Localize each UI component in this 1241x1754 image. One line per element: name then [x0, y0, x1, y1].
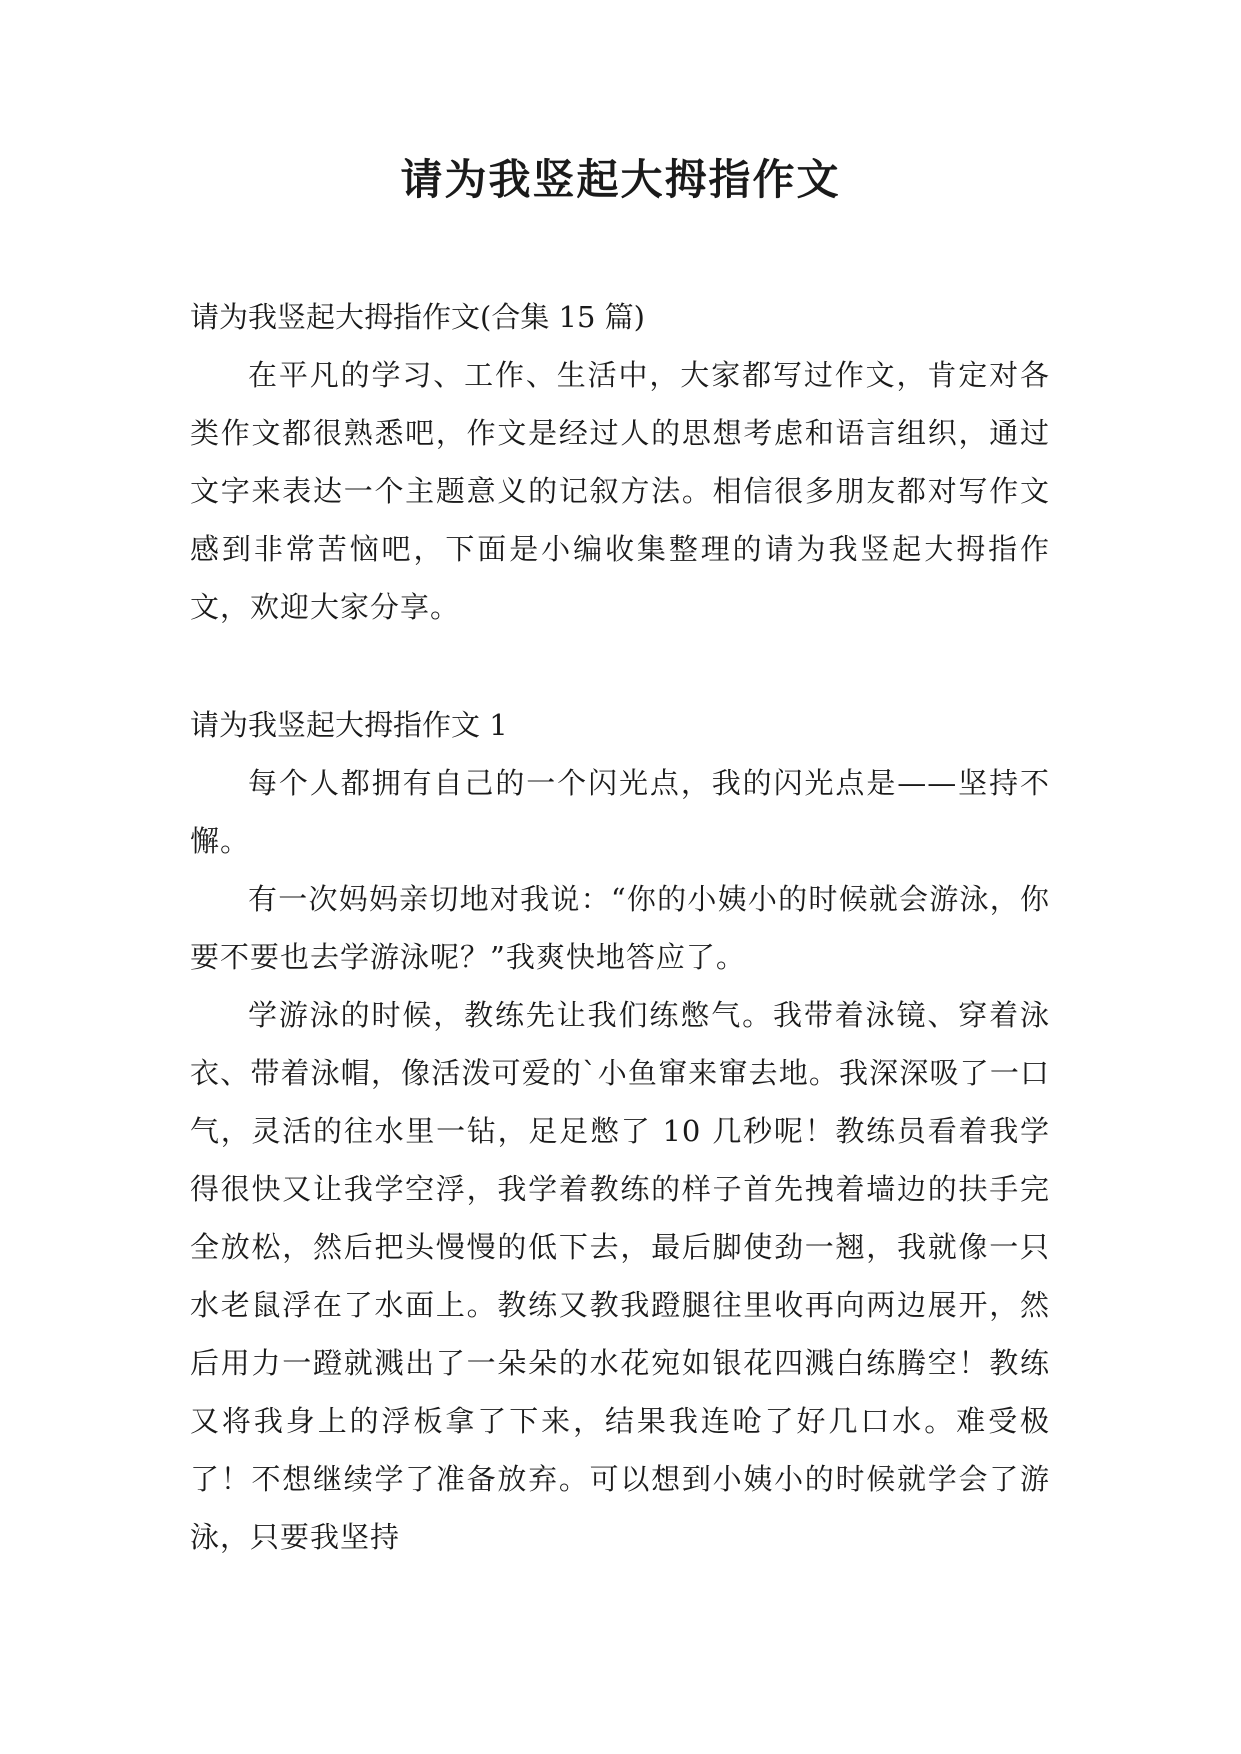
- section-heading: 请为我竖起大拇指作文 1: [190, 708, 508, 742]
- document-title: 请为我竖起大拇指作文: [400, 155, 841, 204]
- document-body: [190, 288, 1050, 1566]
- body-paragraph: 学游泳的时候，教练先让我们练憋气。我带着泳镜、穿着泳衣、带着泳帽，像活泼可爱的`小鱼窜来窜去地。我深深吸了一口气，灵活的往水里一钻，足足憋了 10 几秒呢！教练员看着我学得很快又让我学空浮，我学着教练的样子首先拽着墙边的扶手完全放松，然后把头慢慢的低下去，最后脚使劲一翘，我就像一只水老鼠浮在了水面上。教练又教我蹬腿往里收再向两边展开，然后用力一蹬就溅出了一朵朵的水花宛如银花四溅白练腾空！教练又将我身上的浮板拿了下来，结果我连呛了好几口水。难受极了！不想继续学了准备放弃。可以想到小姨小的时候就学会了游泳，只要我坚持: [190, 998, 1050, 1554]
- document-subtitle: 请为我竖起大拇指作文(合集 15 篇): [190, 300, 645, 334]
- body-paragraph: 有一次妈妈亲切地对我说：“你的小姨小的时候就会游泳，你要不要也去学游泳呢？”我爽快地答应了。: [190, 882, 1050, 974]
- body-paragraph: 每个人都拥有自己的一个闪光点，我的闪光点是——坚持不懈。: [190, 766, 1050, 858]
- section-spacer: [190, 636, 1050, 696]
- intro-paragraph: 在平凡的学习、工作、生活中，大家都写过作文，肯定对各类作文都很熟悉吧，作文是经过人的思想考虑和语言组织，通过文字来表达一个主题意义的记叙方法。相信很多朋友都对写作文感到非常苦恼吧，下面是小编收集整理的请为我竖起大拇指作文，欢迎大家分享。: [190, 358, 1050, 624]
